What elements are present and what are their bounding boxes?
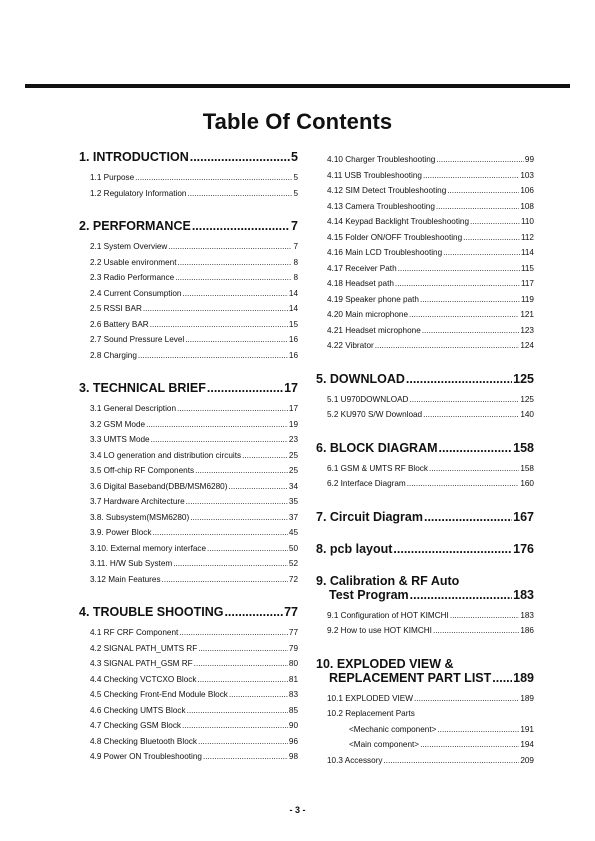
toc-entry-title: 2.5 RSSI BAR [90, 304, 142, 313]
page-number: - 3 - [289, 805, 306, 815]
toc-entry[interactable] [316, 706, 534, 722]
toc-entry-title: 2.7 Sound Pressure Level [90, 335, 185, 344]
toc-entry[interactable] [79, 625, 298, 641]
toc-entry-page: 83 [288, 690, 298, 699]
toc-entries [316, 691, 534, 769]
leader-dots [192, 219, 290, 233]
toc-entry-title: 3.3 UMTS Mode [90, 435, 150, 444]
leader-dots [393, 542, 512, 556]
toc-entry-title: 3.1 General Description [90, 404, 177, 413]
toc-section-heading[interactable] [316, 657, 534, 685]
leader-dots [143, 301, 288, 317]
leader-dots [207, 541, 288, 557]
section-title: 6. BLOCK DIAGRAM [316, 440, 438, 455]
toc-entry-page: 115 [520, 263, 534, 273]
toc-section [316, 574, 534, 639]
toc-entry-page: 183 [520, 610, 534, 620]
toc-section [79, 605, 298, 765]
section-title: 7. Circuit Diagram [316, 509, 423, 524]
leader-dots [197, 672, 287, 688]
toc-entry-page: 52 [288, 559, 298, 568]
toc-entry[interactable] [79, 718, 298, 734]
toc-entry-page: 98 [288, 752, 298, 761]
toc-entry[interactable] [79, 170, 298, 186]
toc-entry[interactable] [316, 691, 534, 707]
leader-dots [436, 152, 524, 168]
toc-entry-title: 4.2 SIGNAL PATH_UMTS RF [90, 643, 198, 653]
leader-dots [203, 749, 288, 765]
section-title: 4. TROUBLE SHOOTING [79, 605, 224, 619]
toc-entry[interactable] [79, 432, 298, 448]
toc-entry[interactable] [79, 479, 298, 495]
toc-entry-title: 10.2 Replacement Parts [327, 709, 415, 718]
toc-entry[interactable] [316, 152, 534, 168]
leader-dots [470, 214, 520, 230]
leader-dots [436, 199, 519, 215]
toc-entry-page: 117 [520, 279, 534, 288]
toc-entry-page: 17 [288, 404, 298, 413]
leader-dots [173, 556, 288, 572]
toc-entry-page: 35 [288, 497, 298, 506]
leader-dots [150, 317, 288, 333]
leader-dots [443, 245, 520, 261]
toc-entry-title: 6.1 GSM & UMTS RF Block [327, 463, 428, 473]
section-title-line1: 9. Calibration & RF Auto [316, 573, 460, 588]
leader-dots [207, 381, 283, 395]
toc-entry-title: 3.2 GSM Mode [90, 419, 146, 429]
section-title: REPLACEMENT PART LIST [329, 670, 492, 685]
toc-entry-page: 8 [293, 273, 298, 282]
leader-dots [228, 479, 287, 495]
toc-entry-page: 125 [520, 394, 534, 404]
toc-entry[interactable] [79, 641, 298, 657]
toc-entry-title: 2.2 Usable environment [90, 257, 177, 267]
toc-entries [79, 239, 298, 363]
leader-dots [409, 392, 519, 408]
toc-entry-page: 14 [288, 304, 298, 313]
toc-entry-page: 209 [520, 755, 534, 765]
toc-entry[interactable] [316, 168, 534, 184]
toc-entry-page: 189 [520, 693, 534, 703]
toc-entry-page: 158 [520, 463, 534, 473]
toc-entry[interactable] [79, 401, 298, 417]
section-title: 5. DOWNLOAD [316, 371, 405, 386]
toc-entry-title: 4.7 Checking GSM Block [90, 721, 182, 730]
toc-entry-page: 85 [288, 705, 298, 715]
toc-entry[interactable] [79, 572, 298, 588]
leader-dots [423, 407, 519, 423]
toc-entry-page: 14 [288, 288, 298, 298]
leader-dots [398, 261, 520, 277]
section-title: 1. INTRODUCTION [79, 150, 189, 164]
toc-entry-page: 186 [520, 626, 534, 635]
toc-entry-title: 3.12 Main Features [90, 574, 161, 584]
leader-dots [422, 323, 520, 339]
section-page: 167 [513, 509, 534, 524]
toc-entry-title: 3.9. Power Block [90, 528, 152, 537]
toc-entry[interactable] [79, 672, 298, 688]
toc-entry-title: 4.5 Checking Front-End Module Block [90, 690, 228, 699]
leader-dots [424, 510, 512, 524]
toc-entry-page: 80 [288, 659, 298, 668]
toc-entry-title: 2.1 System Overview [90, 242, 168, 251]
toc-entry-page: 106 [520, 186, 534, 195]
toc-entry[interactable] [79, 332, 298, 348]
toc-entry[interactable] [316, 407, 534, 423]
toc-entry-page: 123 [520, 325, 534, 335]
leader-dots [229, 687, 288, 703]
toc-entry-page: 5 [293, 173, 298, 182]
leader-dots [409, 307, 519, 323]
toc-entry-title: 3.7 Hardware Architecture [90, 497, 185, 506]
leader-dots [437, 722, 519, 738]
section-title-line1: 10. EXPLODED VIEW & [316, 656, 454, 671]
toc-entry[interactable] [79, 417, 298, 433]
section-page: 158 [513, 440, 534, 455]
toc-entry-title: 1.2 Regulatory Information [90, 188, 187, 198]
leader-dots [195, 463, 288, 479]
toc-entry-title: 10.3 Accessory [327, 755, 383, 765]
toc-entry[interactable] [316, 392, 534, 408]
toc-entry-title: 4.14 Keypad Backlight Troubleshooting [327, 217, 470, 226]
section-page: 77 [284, 605, 298, 619]
toc-entry[interactable] [316, 461, 534, 477]
leader-dots [433, 623, 519, 639]
section-page: 5 [291, 150, 298, 164]
leader-dots [224, 605, 283, 619]
leader-dots [406, 372, 512, 386]
toc-entry-title: 4.21 Headset microphone [327, 325, 421, 335]
leader-dots [242, 448, 288, 464]
toc-entry-title: 4.22 Vibrator [327, 341, 374, 350]
toc-entry-page: 23 [288, 435, 298, 444]
section-title: 2. PERFORMANCE [79, 219, 191, 233]
toc-entry-page: 45 [288, 528, 298, 537]
toc-entry-page: 19 [288, 419, 298, 429]
toc-entry[interactable] [316, 623, 534, 639]
toc-section-heading[interactable] [316, 441, 534, 455]
leader-dots [168, 239, 292, 255]
section-page: 7 [291, 219, 298, 233]
toc-entry[interactable] [79, 317, 298, 333]
leader-dots [175, 270, 292, 286]
toc-entry-title: 9.2 How to use HOT KIMCHI [327, 626, 432, 635]
toc-entry[interactable] [316, 292, 534, 308]
toc-entry-title: 5.1 U970DOWNLOAD [327, 394, 409, 404]
toc-entry-title: 4.17 Receiver Path [327, 263, 397, 273]
toc-entry-page: 140 [520, 410, 534, 419]
toc-entry[interactable] [79, 541, 298, 557]
toc-entry[interactable] [79, 734, 298, 750]
toc-entry-page: 16 [288, 335, 298, 344]
toc-section-heading[interactable] [316, 542, 534, 556]
leader-dots [185, 332, 288, 348]
toc-entry[interactable] [79, 556, 298, 572]
leader-dots [463, 230, 520, 246]
toc-entry[interactable] [79, 239, 298, 255]
toc-entry-page: 96 [288, 736, 298, 746]
toc-entry-title: 4.16 Main LCD Troubleshooting [327, 248, 443, 257]
toc-section [79, 219, 298, 363]
toc-section [316, 542, 534, 556]
toc-entry[interactable] [316, 261, 534, 277]
toc-entry-title: 3.4 LO generation and distribution circuits [90, 450, 242, 460]
toc-entry[interactable] [79, 301, 298, 317]
toc-section [79, 381, 298, 587]
leader-dots [182, 286, 287, 302]
leader-dots [439, 441, 513, 455]
toc-entry-page: 15 [288, 319, 298, 329]
leader-dots [423, 168, 519, 184]
leader-dots [162, 572, 288, 588]
leader-dots [177, 401, 288, 417]
toc-right-column [316, 150, 534, 768]
toc-entry[interactable] [79, 656, 298, 672]
toc-entry-title: 3.11. H/W Sub System [90, 559, 173, 568]
toc-entry[interactable] [316, 737, 534, 753]
leader-dots [429, 461, 519, 477]
toc-entries [79, 401, 298, 587]
toc-entries [316, 392, 534, 423]
toc-entry-page: 72 [288, 574, 298, 584]
toc-section [316, 510, 534, 524]
leader-dots [179, 625, 288, 641]
toc-section-heading[interactable] [79, 150, 298, 164]
leader-dots [198, 734, 288, 750]
toc-entry-page: 7 [293, 242, 298, 251]
toc-entry-page: 34 [288, 481, 298, 491]
toc-entry-title: 4.18 Headset path [327, 279, 394, 288]
toc-entry-page: 50 [288, 543, 298, 553]
toc-section [316, 441, 534, 492]
leader-dots [177, 255, 292, 271]
section-title-line2 [316, 588, 534, 602]
leader-dots [198, 641, 288, 657]
leader-dots [375, 338, 520, 354]
toc-entry[interactable] [316, 608, 534, 624]
section-page: 189 [513, 670, 534, 685]
section-page: 176 [513, 541, 534, 556]
toc-entry[interactable] [79, 270, 298, 286]
header-rule [25, 84, 570, 88]
toc-section-heading[interactable] [316, 510, 534, 524]
toc-entry[interactable] [316, 753, 534, 769]
toc-entry[interactable] [316, 276, 534, 292]
toc-entry-title: <Mechanic component> [349, 724, 437, 734]
toc-entry[interactable] [316, 199, 534, 215]
leader-dots [146, 417, 288, 433]
toc-entry[interactable] [79, 463, 298, 479]
leader-dots [384, 753, 520, 769]
toc-entry[interactable] [316, 245, 534, 261]
toc-entry[interactable] [79, 448, 298, 464]
toc-entries [316, 608, 534, 639]
toc-entry-title: 2.4 Current Consumption [90, 288, 182, 298]
leader-dots [138, 348, 288, 364]
toc-entry[interactable] [316, 722, 534, 738]
toc-entry[interactable] [316, 307, 534, 323]
leader-dots [194, 656, 288, 672]
toc-entry-title: 4.3 SIGNAL PATH_GSM RF [90, 659, 193, 668]
toc-entry-title: 2.6 Battery BAR [90, 319, 149, 329]
toc-entry-title: 4.1 RF CRF Component [90, 628, 179, 637]
leader-dots [450, 608, 520, 624]
leader-dots [187, 186, 292, 202]
toc-entries [316, 461, 534, 492]
toc-entry-page: 8 [293, 257, 298, 267]
toc-entry-title: 3.10. External memory interface [90, 543, 207, 553]
section-title: Test Program [329, 587, 409, 602]
toc-entries [79, 170, 298, 201]
toc-entry[interactable] [79, 255, 298, 271]
leader-dots [190, 150, 290, 164]
leader-dots [447, 183, 519, 199]
toc-entry-page: 191 [520, 724, 534, 734]
toc-entry-title: 4.12 SIM Detect Troubleshooting [327, 186, 447, 195]
toc-entry[interactable] [79, 525, 298, 541]
toc-entry[interactable] [316, 230, 534, 246]
toc-entry-title: 6.2 Interface Diagram [327, 479, 406, 488]
toc-entry-page: 90 [288, 721, 298, 730]
toc-entry-page: 77 [288, 628, 298, 637]
toc-section [316, 372, 534, 423]
toc-entry-page: 110 [520, 217, 534, 226]
toc-entry[interactable] [79, 703, 298, 719]
leader-dots [186, 494, 288, 510]
toc-entry[interactable] [316, 338, 534, 354]
toc-entry-page: 79 [288, 643, 298, 653]
toc-entry-title: 3.6 Digital Baseband(DBB/MSM6280) [90, 481, 228, 491]
toc-entry[interactable] [79, 687, 298, 703]
section-title-line2 [316, 671, 534, 685]
leader-dots [395, 276, 520, 292]
toc-entries-continued [316, 152, 534, 354]
toc-entry[interactable] [316, 214, 534, 230]
toc-entry-page: 121 [520, 310, 534, 319]
toc-section-heading[interactable] [79, 381, 298, 395]
toc-entry[interactable] [79, 348, 298, 364]
toc-entry-page: 112 [520, 232, 534, 242]
toc-entry[interactable] [79, 186, 298, 202]
section-page: 17 [284, 381, 298, 395]
toc-entry-title: 4.8 Checking Bluetooth Block [90, 736, 197, 746]
toc-entry-page: 5 [293, 188, 298, 198]
leader-dots [135, 170, 292, 186]
toc-entry-title: 5.2 KU970 S/W Download [327, 410, 423, 419]
toc-section-heading[interactable] [316, 574, 534, 602]
toc-entry[interactable] [316, 476, 534, 492]
toc-entry[interactable] [79, 749, 298, 765]
toc-entry-page: 114 [520, 248, 534, 257]
toc-entry-page: 81 [288, 674, 298, 684]
toc-entry[interactable] [79, 286, 298, 302]
toc-entry-page: 16 [288, 350, 298, 360]
toc-entry-page: 160 [520, 479, 534, 488]
toc-entry-title: 2.3 Radio Performance [90, 273, 175, 282]
toc-entry[interactable] [316, 323, 534, 339]
toc-section-heading[interactable] [316, 372, 534, 386]
leader-dots [420, 737, 519, 753]
leader-dots [420, 292, 520, 308]
leader-dots [182, 718, 288, 734]
toc-entry-title: 4.19 Speaker phone path [327, 294, 419, 304]
toc-section [79, 150, 298, 201]
toc-left-column [79, 150, 298, 765]
leader-dots [407, 476, 520, 492]
toc-entry-title: 3.8. Subsystem(MSM6280) [90, 512, 190, 522]
toc-entry-page: 108 [520, 201, 534, 211]
toc-entry-title: 4.11 USB Troubleshooting [327, 170, 422, 180]
toc-entry-page: 37 [288, 512, 298, 522]
toc-section [316, 657, 534, 769]
toc-entry-page: 25 [288, 466, 298, 475]
toc-entry-page: 103 [520, 170, 534, 180]
section-title: 3. TECHNICAL BRIEF [79, 381, 206, 395]
toc-section-heading[interactable] [79, 219, 298, 233]
page-title: Table Of Contents [202, 109, 393, 134]
leader-dots [190, 510, 288, 526]
toc-entry-title: 4.15 Folder ON/OFF Troubleshooting [327, 232, 463, 242]
leader-dots [410, 588, 512, 602]
toc-entry-title: <Main component> [349, 740, 420, 749]
toc-entry[interactable] [79, 510, 298, 526]
leader-dots [187, 703, 288, 719]
section-page: 125 [513, 371, 534, 386]
toc-entry-title: 4.20 Main microphone [327, 310, 409, 319]
toc-entry-page: 194 [520, 740, 534, 749]
toc-entry-title: 9.1 Configuration of HOT KIMCHI [327, 610, 449, 620]
toc-entry-page: 25 [288, 450, 298, 460]
toc-entry-title: 2.8 Charging [90, 350, 137, 360]
toc-entry-title: 4.9 Power ON Troubleshooting [90, 752, 202, 761]
leader-dots [151, 432, 288, 448]
toc-entry[interactable] [316, 183, 534, 199]
leader-dots [152, 525, 287, 541]
toc-entry-page: 119 [520, 294, 534, 304]
toc-entry-title: 4.10 Charger Troubleshooting [327, 155, 436, 164]
toc-entry-title: 4.6 Checking UMTS Block [90, 705, 186, 715]
leader-dots [492, 671, 512, 685]
leader-dots [414, 691, 519, 707]
section-title: 8. pcb layout [316, 541, 393, 556]
toc-entry-title: 10.1 EXPLODED VIEW [327, 693, 414, 703]
toc-entry-title: 4.4 Checking VCTCXO Block [90, 674, 197, 684]
toc-entries [79, 625, 298, 765]
toc-entry-title: 1.1 Purpose [90, 173, 135, 182]
toc-entry-title: 4.13 Camera Troubleshooting [327, 201, 435, 211]
section-page: 183 [513, 587, 534, 602]
toc-entry[interactable] [79, 494, 298, 510]
toc-entry-page: 124 [520, 341, 534, 350]
toc-entry-page: 99 [524, 155, 534, 164]
toc-entry-title: 3.5 Off-chip RF Components [90, 466, 195, 475]
toc-section-heading[interactable] [79, 605, 298, 619]
